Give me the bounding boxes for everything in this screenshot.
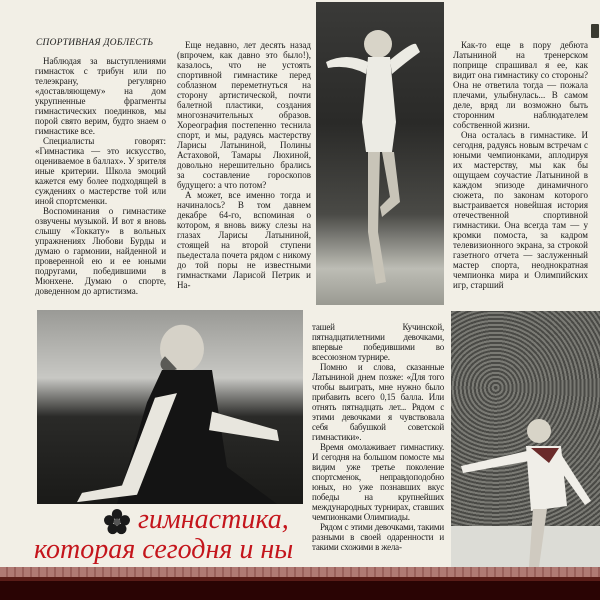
photo-gymnast-seated bbox=[37, 310, 303, 504]
paragraph: Время омолаживает гимнастику. И сегодня на большом помосте мы видим уже третье поколение спортсменок, неправдоподобно юных, но уже познавших вкус победы на крупнейших международных турнирах, ставших чемпионками Олимпиады. bbox=[312, 442, 444, 522]
text-column-2 bbox=[177, 40, 311, 290]
text-column-4 bbox=[312, 322, 444, 552]
article-title-line-1: гимнастика, bbox=[138, 504, 289, 535]
section-heading: СПОРТИВНАЯ ДОБЛЕСТЬ bbox=[36, 38, 154, 48]
paragraph: Еще недавно, лет десять назад (впрочем, как давно это было!), казалось, что не устоять спортивной гимнастике перед соблазном переметнуться на сторону артистической, почти балетной пластики, создания многозначительных образов. Хореография постепенно теснила спорт, и мы, радуясь мастерству Ларисы Латыниной, Полины Астаховой, Тамары Люхиной, довольно нерешительно брались за составление гороскопов будущего: а что потом? bbox=[177, 40, 311, 190]
paragraph: Воспоминания о гимнастике озвучены музыкой. И вот я вновь слышу «Токкату» в вольных упражнениях Любови Бурды и думаю о гармонии, найденной и проверенной ею и ее юными подругами, победившими в Мюнхене. Думаю о спорте, доведенном до артистизма. bbox=[35, 206, 166, 296]
paragraph: Помню и слова, сказанные Латыниной днем позже: «Для того чтобы выиграть, мне нужно было прибавить всего 0,15 балла. Или отнять пятнадцать лет... Рядом с этими девочками я чувствовала себя бабушкой советской гимнастики». bbox=[312, 362, 444, 442]
page-edge-mark bbox=[591, 24, 599, 38]
photo-gymnast-balance bbox=[316, 2, 444, 305]
flower-emblem-icon bbox=[104, 509, 130, 535]
text-column-1 bbox=[35, 56, 166, 296]
paragraph: Она осталась в гимнастике. И сегодня, радуясь новым встречам с юными чемпионками, аплодируя их мастерству, мы как бы ощущаем соучастие Латыниной в каждом эпизоде динамичного сюжета, по законам которого выстраивается новейшая история отечественной спортивной гимнастики. Она всегда там — у кромки помоста, за кадром телевизионного экрана, за строкой газетного отчета — заслуженный мастер спорта, неоднократная чемпионка мира и Олимпийских игр, старший bbox=[453, 130, 588, 290]
paragraph: Наблюдая за выступлениями гимнасток с трибун или по телеэкрану, регулярно «доставляющему» на дом укрупненные фрагменты гимнастических поединков, мы порой свято верим, будто знаем о гимнастике все. bbox=[35, 56, 166, 136]
scan-band-dark bbox=[0, 581, 600, 600]
article-title-line-2: которая сегодня и ны bbox=[34, 534, 294, 565]
paragraph: Рядом с этими девочками, такими разными в своей одаренности и такими схожими в жела- bbox=[312, 522, 444, 552]
paragraph: Специалисты говорят: «Гимнастика — это искусство, оцениваемое в баллах». У зрителя иные критерии. Школа эмоций кажется ему более подходящей в суждениях о мастерстве той или иной спортсменки. bbox=[35, 136, 166, 206]
gymnast-figure-icon bbox=[37, 310, 303, 504]
paragraph: Как-то еще в пору дебюта Латыниной на тренерском поприще спрашивал я ее, как видит она гимнастику со стороны? Она не ответила тогда — пожала плечами, улыбнулась... В самом деле, вряд ли возможно быть сторонним наблюдателем собственной жизни. bbox=[453, 40, 588, 130]
photo-gymnast-arena bbox=[451, 311, 600, 567]
text-column-3 bbox=[453, 40, 588, 290]
gymnast-figure-icon bbox=[451, 311, 600, 567]
paragraph: ташей Кучинской, пятнадцатилетними девочками, впервые победившими во всесоюзном турнире. bbox=[312, 322, 444, 362]
paragraph: А может, все именно тогда и начиналось? В том давнем декабре 64-го, вспоминая о котором, я вновь вижу слезы на глазах Ларисы Латыниной, стоящей на второй ступени пьедестала почета рядом с никому до той поры не известными гимнастками Ларисой Петрик и На- bbox=[177, 190, 311, 290]
gymnast-figure-icon bbox=[316, 2, 444, 305]
